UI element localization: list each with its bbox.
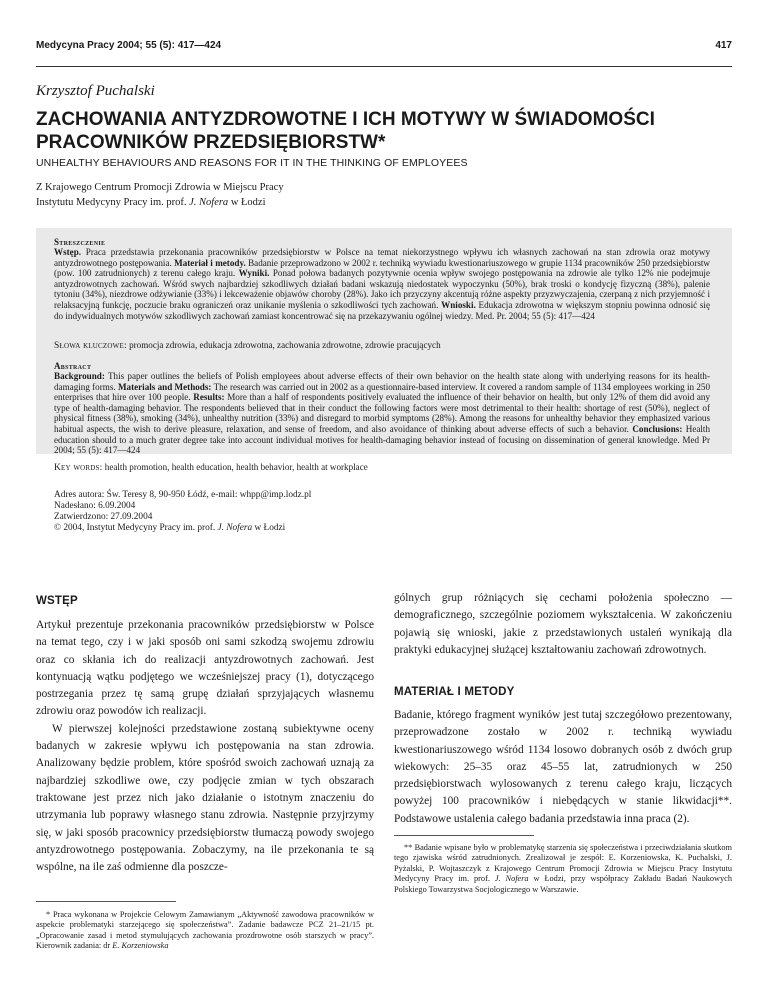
footnote-study-cooperation: w Łodzi, przy współpracy Zakładu Badań Naukowych Polskiego Towarzystwa Socjologicznego w Warszawie. xyxy=(394,874,732,894)
abstract-label-background: Background: xyxy=(54,371,105,381)
abstract-results: More than a half of respondents positively evaluated the influence of their behavior on health, but only 12% of them did avoid any type of health-damaging behavior. The respondents believed that in their conduct the following factors were most detrimental to their health: shortage of rest (50%), neglect of physical fitness (38%), smoking (34%), unhealthy nutrition (33%) and disregard to morbid symptoms (28%). Among the reasons for unhealthy behavior they emphasized various habitual aspects, the wish to derive pleasure, relaxation, and sense of freedom, and also avoidance of thinking about adverse effects of such a behavior. xyxy=(54,392,710,434)
affiliation xyxy=(36,180,284,210)
author-name: Krzysztof Puchalski xyxy=(36,83,155,99)
footnote-study-text: ** Badanie wpisane było w problematykę starzenia się społeczeństwa i przeciwdziałania skutkom tego zjawiska wśród zatrudnionych. Zrealizował je zespół: E. Korzeniowska, K. Puchalski, J. Pyżalski, P. Wojtaszczyk z Krajowego Centrum Promocji Zdrowia w Miejscu Pracy Instytutu Medycyny Pracy im. prof. xyxy=(394,843,732,884)
correspondence xyxy=(54,490,311,534)
english-keywords-text: health promotion, health education, health behavior, health at workplace xyxy=(102,462,368,472)
footnote-right xyxy=(394,843,732,895)
affiliation-institute: Instytutu Medycyny Pracy im. prof. xyxy=(36,197,190,208)
affiliation-patron: J. Nofera xyxy=(189,197,229,208)
polish-keywords xyxy=(54,340,710,352)
streszczenie-results: Ponad połowa badanych pozytywnie ocenia wpływ swojego postępowania na zdrowie ale tylko 12% nie podejmuje antyzdrowotnych zachowań. Wśród swych najbardziej szkodliwych działań badani wskazują niedostatek wypoczynku (50%), brak troski o kondycję fizyczną (38%), palenie tytoniu (34%), niezdrowe odżywianie (33%) i lekceważenie objawów choroby (28%). Jako ich przyczyny akcentują różne aspekty przyzwyczajenia, czerpaną z nich przyjemność i relaksacyjną funkcję, poczucie braku ograniczeń oraz unikanie myślenia o szkodliwości tych zachowań. xyxy=(54,268,710,310)
abstract-label-methods: Materials and Methods: xyxy=(117,381,212,392)
abstract xyxy=(54,361,710,456)
streszczenie-heading: Streszczenie xyxy=(54,237,106,247)
methods-column xyxy=(394,707,732,828)
footnote-study-team xyxy=(394,843,732,895)
abstract-label-conclusions: Conclusions: xyxy=(632,423,683,434)
page-number: 417 xyxy=(715,40,732,51)
streszczenie-label-conclusions: Wnioski. xyxy=(441,299,476,310)
streszczenie xyxy=(54,237,710,321)
english-keywords xyxy=(54,462,710,474)
footnote-left xyxy=(36,910,374,952)
abstract-background: This paper outlines the beliefs of Polish employees about adverse effects of their own behavior on the health state along with underlying reasons for its health-damaging forms. xyxy=(54,371,710,392)
footnote-project-text: * Praca wykonana w Projekcie Celowym Zamawianym „Aktywność zawodowa pracowników w aspekcie problematyki starzejącego się społeczeństwa”. Zadanie badawcze PCZ 21–21/15 pt. „Opracowanie zasad i metod stymulujących zachowania prozdrowotne osób starszych w pracy”. Kierownik zadania: dr xyxy=(36,910,374,951)
polish-keywords-text: promocja zdrowia, edukacja zdrowotna, zachowania zdrowotne, zdrowie pracujących xyxy=(126,340,441,350)
copyright-line xyxy=(54,523,311,534)
english-keywords-label: Key words: xyxy=(54,463,103,473)
intro-paragraph-continued: gólnych grup różniących się cechami położenia społeczno — demograficznego, szczególnie poziomem wykształcenia. W zakończeniu pojawią się wnioski, jakie z przedstawionych ustaleń wynikają dla praktyki edukacyjnej służącej kształtowaniu zachowań zdrowotnych. xyxy=(394,592,732,656)
copyright-patron: J. Nofera xyxy=(217,522,253,533)
intro-paragraph-1: Artykuł prezentuje przekonania pracowników przedsiębiorstw w Polsce na temat tego, czy i w jaki sposób oni sami szkodzą swojemu zdrowiu oraz co skłania ich do realizacji antyzdrowotnych zachowań. Jest kontynuacją wątku podjętego we wcześniejszej pracy (1), dotyczącego postrzegania przez tę samą grupę działań sprzyjających własnemu zdrowiu oraz powodów ich realizacji. xyxy=(36,619,374,718)
affiliation-line-1: Z Krajowego Centrum Promocji Zdrowia w Miejscu Pracy xyxy=(36,182,284,193)
running-head xyxy=(36,40,732,56)
abstract-box xyxy=(36,228,732,454)
affiliation-city: w Łodzi xyxy=(228,197,266,208)
streszczenie-label-results: Wyniki. xyxy=(238,268,270,279)
streszczenie-text xyxy=(54,247,710,321)
footnote-rule-left xyxy=(36,901,176,902)
author-address: Adres autora: Św. Teresy 8, 90-950 Łódź, e-mail: whpp@imp.lodz.pl xyxy=(54,490,312,500)
received-date: Nadesłano: 6.09.2004 xyxy=(54,500,136,511)
streszczenie-label-methods: Materiał i metody. xyxy=(174,257,246,268)
intro-column xyxy=(36,617,374,876)
affiliation-line-2 xyxy=(36,195,284,210)
section-heading-methods: MATERIAŁ I METODY xyxy=(394,686,515,698)
english-title: UNHEALTHY BEHAVIOURS AND REASONS FOR IT IN THE THINKING OF EMPLOYEES xyxy=(36,157,468,169)
streszczenie-conclusions: Edukacja zdrowotna w większym stopniu powinna odnosić się do indywidualnych motywów szkodliwych zachowań zamiast koncentrować się na przekazywaniu ogólnej wiedzy. Med. Pr. 2004; 55 (5): 417—424 xyxy=(54,299,710,321)
streszczenie-methods: Badanie przeprowadzono w 2002 r. techniką wywiadu kwestionariuszowego w grupie 1134 pracowników 250 przedsiębiorstw (pow. 100 zatrudnionych) z terenu całego kraju. xyxy=(54,257,710,279)
abstract-text xyxy=(54,371,710,456)
copyright-city: w Łodzi xyxy=(252,522,286,533)
journal-citation: Medycyna Pracy 2004; 55 (5): 417—424 xyxy=(36,40,222,51)
streszczenie-label-intro: Wstęp. xyxy=(54,247,82,257)
article-title: ZACHOWANIA ANTYZDROWOTNE I ICH MOTYWY W ŚWIADOMOŚCI PRACOWNIKÓW PRZEDSIĘBIORSTW* xyxy=(36,109,655,153)
intro-paragraph-2: W pierwszej kolejności przedstawione zostaną subiektywne oceny badanych w zakresie wpływu ich postępowania na stan zdrowia. Analizowany będzie problem, które spośród swoich zachowań uznają za najbardziej szkodliwe owe, czy podjęcie zmian w tych obszarach traktowane jest przez nich jako działanie o istotnym znaczeniu do utrzymania lub poprawy własnego stanu zdrowia. Następnie przyjrzymy się, w jaki sposób pracownicy przedsiębiorstw tłumaczą powody swojego antyzdrowotnego postępowania. Zobaczymy, na ile przekonania te są wspólne, na ile zaś odmienne dla poszcze- xyxy=(36,722,374,874)
footnote-project xyxy=(36,910,374,952)
copyright-holder: © 2004, Instytut Medycyny Pracy im. prof. xyxy=(54,522,218,533)
section-heading-intro: WSTĘP xyxy=(36,595,78,607)
footnote-study-patron: J. Nofera xyxy=(494,874,529,884)
intro-continuation xyxy=(394,590,732,659)
header-rule xyxy=(36,66,732,67)
footnote-project-leader: E. Korzeniowska xyxy=(112,941,169,951)
streszczenie-intro: Praca przedstawia przekonania pracowników przedsiębiorstw w Polsce na temat niekorzystnego wpływu ich własnych zachowań na stan zdrowia oraz motywy antyzdrowotnego postępowania. xyxy=(54,247,710,268)
abstract-conclusions: Health education should to a much grater degree take into account individual motives for health-damaging behavior instead of focusing on dissemination of general knowledge. Med Pr 2004; 55 (5): 417—424 xyxy=(54,423,711,456)
abstract-label-results: Results: xyxy=(193,392,225,403)
polish-keywords-label: Słowa kluczowe: xyxy=(54,341,127,351)
abstract-methods: The research was carried out in 2002 as a questionnaire-based interview. It covered a random sample of 1134 employees working in 250 enterprises that hire over 100 people. xyxy=(54,381,710,403)
footnote-rule-right xyxy=(394,835,534,836)
methods-paragraph-1: Badanie, którego fragment wyników jest tutaj szczegółowo prezentowany, przeprowadzone zostało w 2002 r. techniką wywiadu kwestionariuszowego wśród 1134 losowo dobranych osób z dwóch grup wiekowych: 25–35 oraz 45–55 lat, zatrudnionych w 250 przedsiębiorstwach wylosowanych z terenu całego kraju, liczących powyżej 100 pracowników i niebędących w stanie likwidacji**. Podstawowe ustalenia całego badania przedstawia inna praca (2). xyxy=(394,709,732,825)
abstract-heading: Abstract xyxy=(54,361,92,371)
approved-date: Zatwierdzono: 27.09.2004 xyxy=(54,511,153,522)
